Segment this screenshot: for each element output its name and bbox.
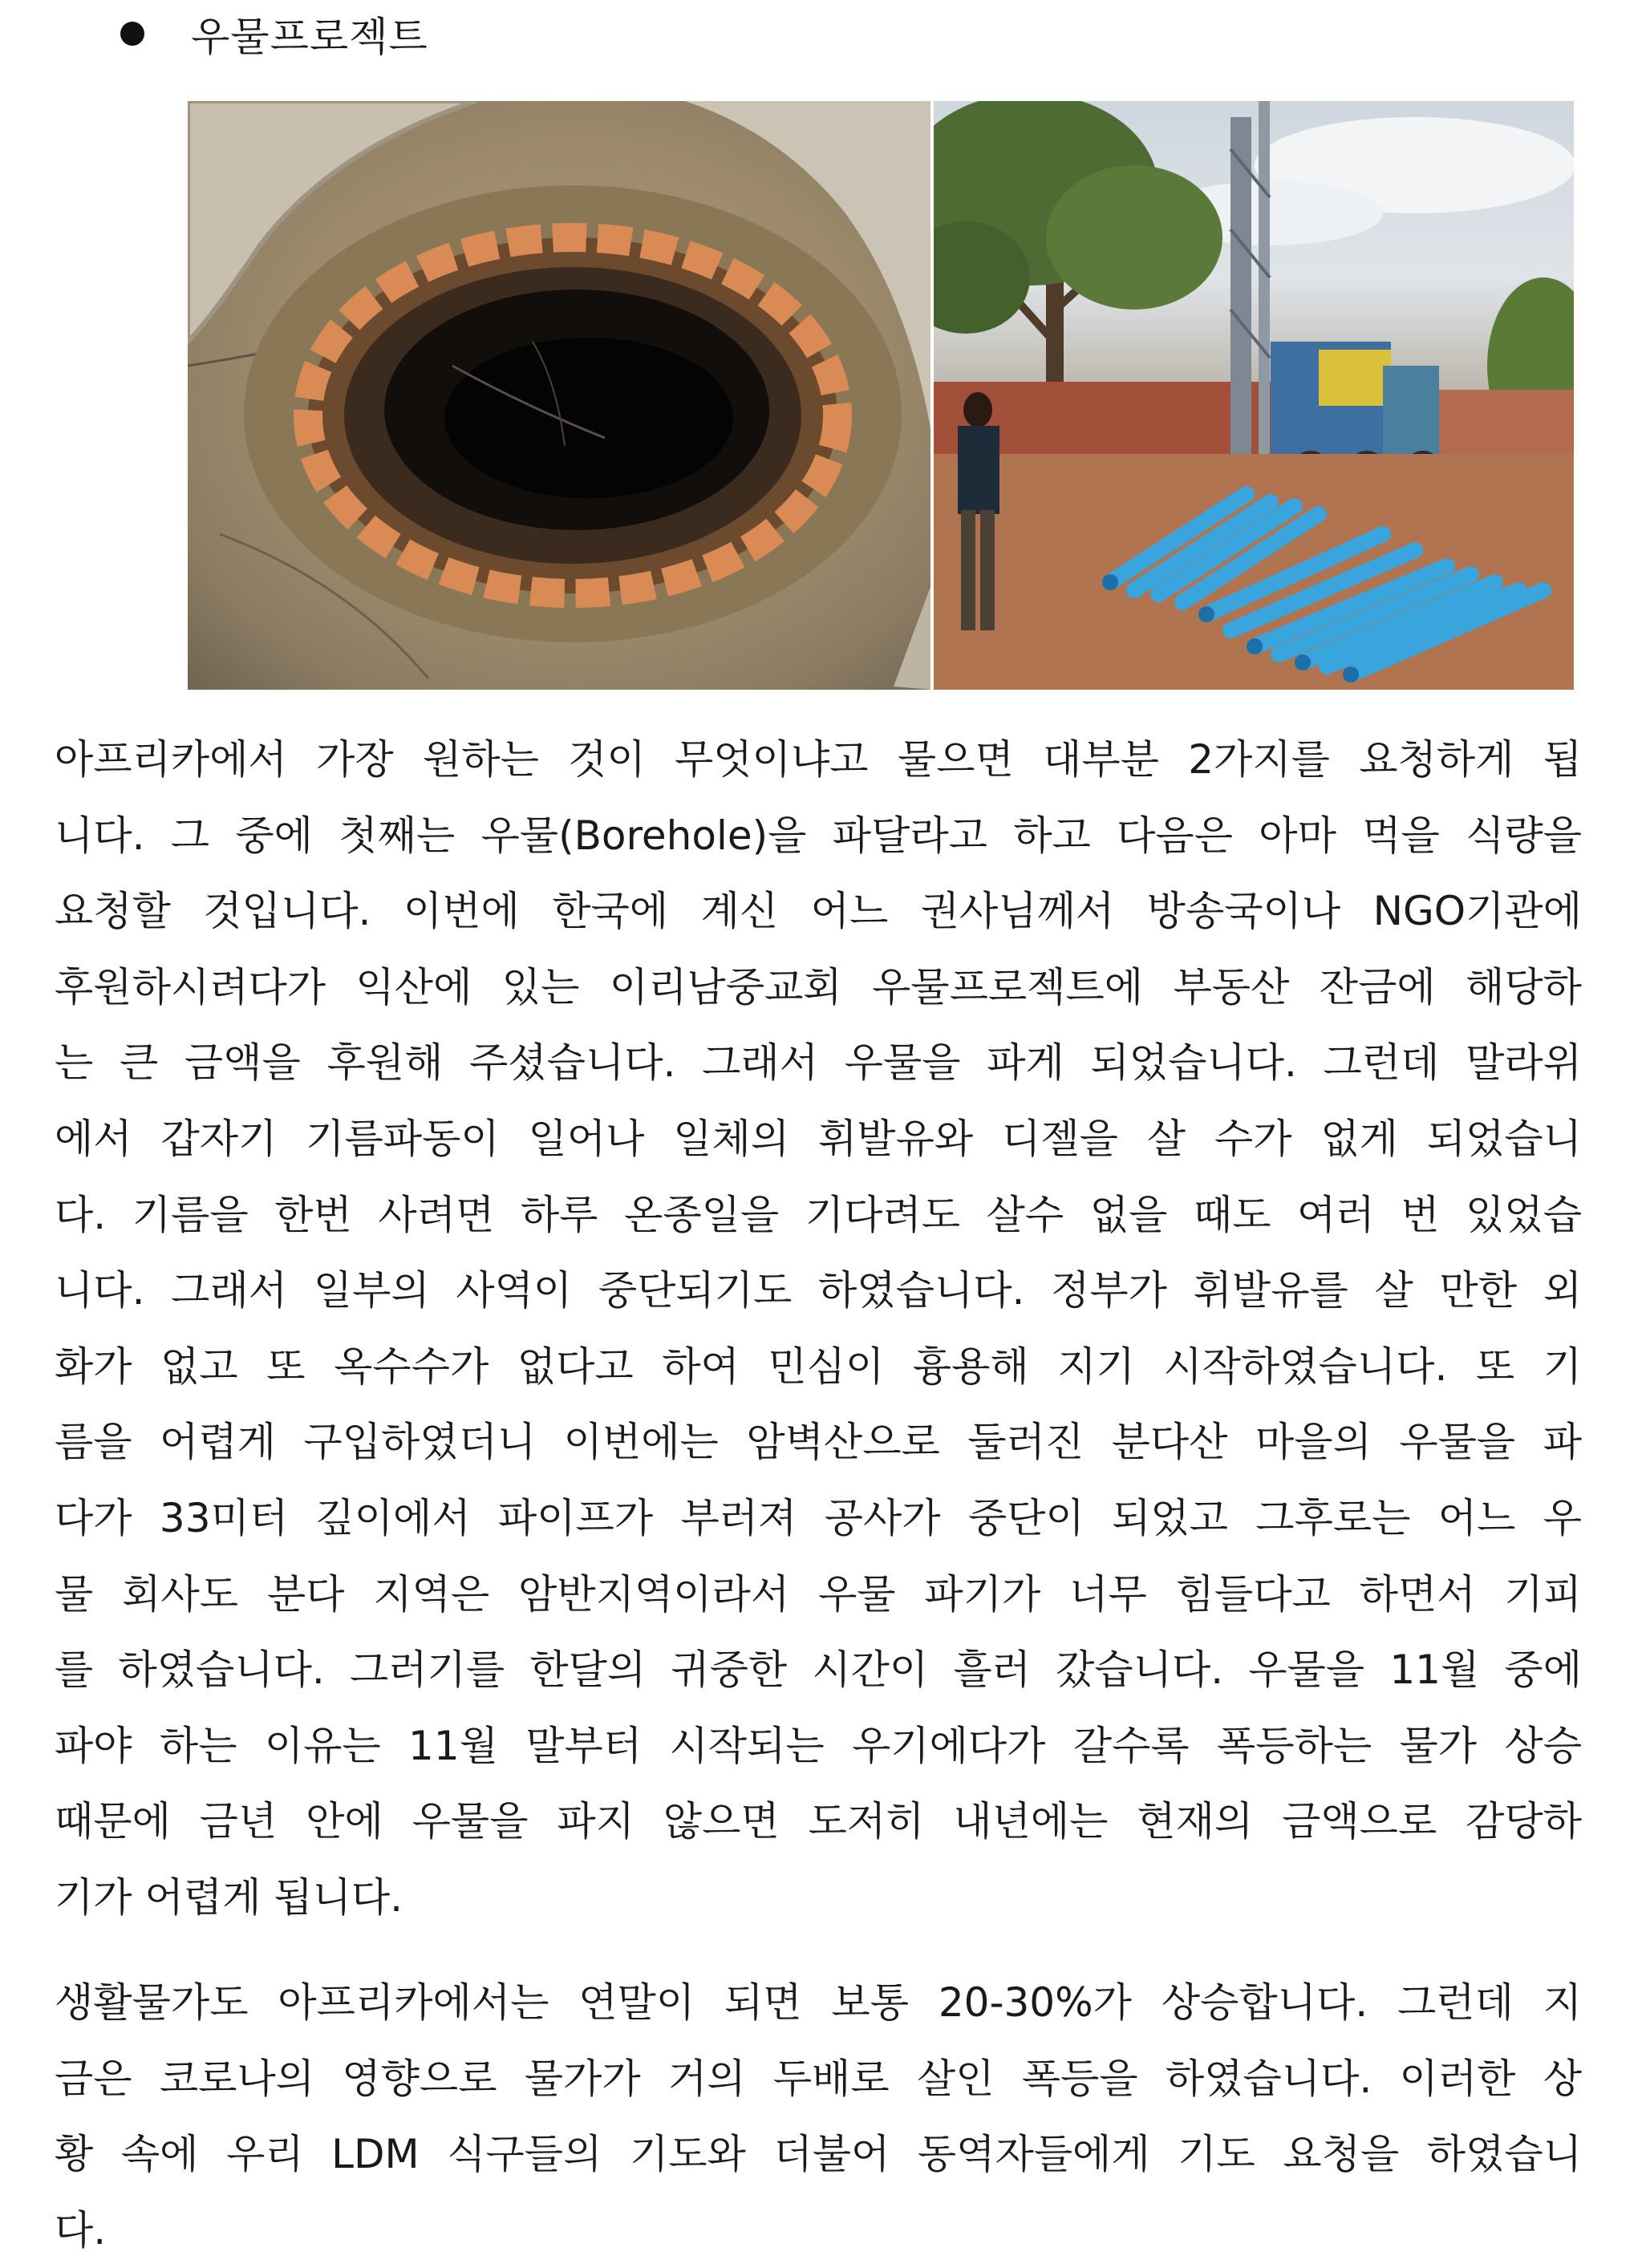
section-title: 우물프로젝트 [191,14,428,60]
paragraph-1 [55,722,1582,1936]
drilling-photo [934,101,1574,690]
text-line: 때문에 금년 안에 우물을 파지 않으면 도저히 내년에는 현재의 금액으로 감당하 [55,1798,1582,1845]
text-line: 파야 하는 이유는 11월 말부터 시작되는 우기에다가 갈수록 폭등하는 물가 상승 [55,1722,1582,1769]
text-line: 물 회사도 분다 지역은 암반지역이라서 우물 파기가 너무 힘들다고 하면서 기피 [55,1570,1582,1618]
text-line: 에서 갑자기 기름파동이 일어나 일체의 휘발유와 디젤을 살 수가 없게 되었습니 [55,1115,1582,1162]
text-line: 니다. 그 중에 첫째는 우물(Borehole)을 파달라고 하고 다음은 아마 먹을 식량을 [55,812,1582,859]
text-line: 다. 기름을 한번 사려면 하루 온종일을 기다려도 살수 없을 때도 여러 번 있었습 [55,1191,1582,1238]
text-line: 요청할 것입니다. 이번에 한국에 계신 어느 권사님께서 방송국이나 NGO기관에 [55,888,1582,935]
text-line: 다. [55,2206,107,2254]
text-line: 다가 33미터 깊이에서 파이프가 부러져 공사가 중단이 되었고 그후로는 어느 우 [55,1494,1582,1541]
text-line: 아프리카에서 가장 원하는 것이 무엇이냐고 물으면 대부분 2가지를 요청하게 됩 [55,736,1582,783]
text-line: 생활물가도 아프리카에서는 연말이 되면 보통 20-30%가 상승합니다. 그런데 지 [55,1979,1582,2026]
photo-row [188,101,1574,690]
drilling-illustration [934,101,1574,690]
well-photo [188,101,930,690]
section-heading [120,2,428,66]
text-line: 금은 코로나의 영향으로 물가가 거의 두배로 살인 폭등을 하였습니다. 이러한 상 [55,2055,1582,2102]
text-line: 름을 어렵게 구입하였더니 이번에는 암벽산으로 둘러진 분다산 마을의 우물을 파 [55,1419,1582,1466]
text-line: 를 하였습니다. 그러기를 한달의 귀중한 시간이 흘러 갔습니다. 우물을 11월 중에 [55,1646,1582,1694]
text-line: 황 속에 우리 LDM 식구들의 기도와 더불어 동역자들에게 기도 요청을 하였습니 [55,2131,1582,2178]
text-line: 니다. 그래서 일부의 사역이 중단되기도 하였습니다. 정부가 휘발유를 살 만한 외 [55,1267,1582,1314]
text-line: 기가 어렵게 됩니다. [55,1873,403,1921]
bullet-icon [120,22,144,46]
text-line: 후원하시려다가 익산에 있는 이리남중교회 우물프로젝트에 부동산 잔금에 해당하 [55,963,1582,1010]
paragraph-2 [55,1965,1582,2268]
well-illustration [188,101,930,690]
text-line: 화가 없고 또 옥수수가 없다고 하여 민심이 흉용해 지기 시작하였습니다. 또 기 [55,1343,1582,1390]
text-line: 는 큰 금액을 후원해 주셨습니다. 그래서 우물을 파게 되었습니다. 그런데 말라위 [55,1039,1582,1087]
